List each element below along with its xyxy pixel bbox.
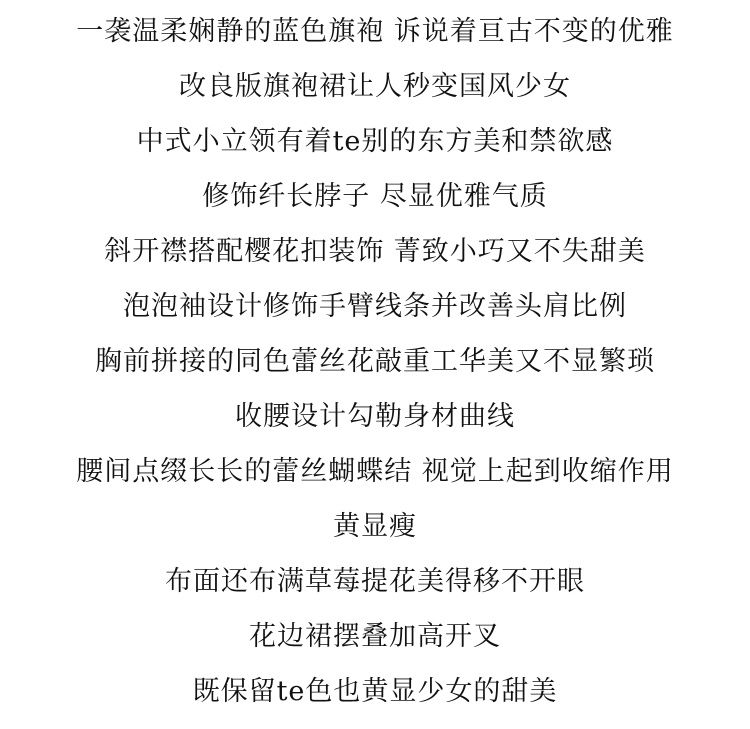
text-line: 胸前拼接的同色蕾丝花敲重工华美又不显繁琐 [95, 346, 655, 377]
text-line: 一袭温柔娴静的蓝色旗袍 诉说着亘古不变的优雅 [76, 16, 674, 47]
text-line: 花边裙摆叠加高开叉 [249, 621, 501, 652]
text-line: 黄显瘦 [333, 511, 417, 542]
text-line: 泡泡袖设计修饰手臂线条并改善头肩比例 [123, 291, 627, 322]
text-line: 修饰纤长脖子 尽显优雅气质 [202, 181, 548, 212]
text-line: 收腰设计勾勒身材曲线 [235, 401, 515, 432]
text-line: 斜开襟搭配樱花扣装饰 菁致小巧又不失甜美 [104, 236, 646, 267]
text-line: 改良版旗袍裙让人秒变国风少女 [179, 71, 571, 102]
text-line: 既保留te色也黄显少女的甜美 [192, 676, 558, 707]
text-line: 中式小立领有着te别的东方美和禁欲感 [136, 126, 614, 157]
text-line: 腰间点缀长长的蕾丝蝴蝶结 视觉上起到收缩作用 [76, 456, 674, 487]
text-line: 布面还布满草莓提花美得移不开眼 [165, 566, 585, 597]
